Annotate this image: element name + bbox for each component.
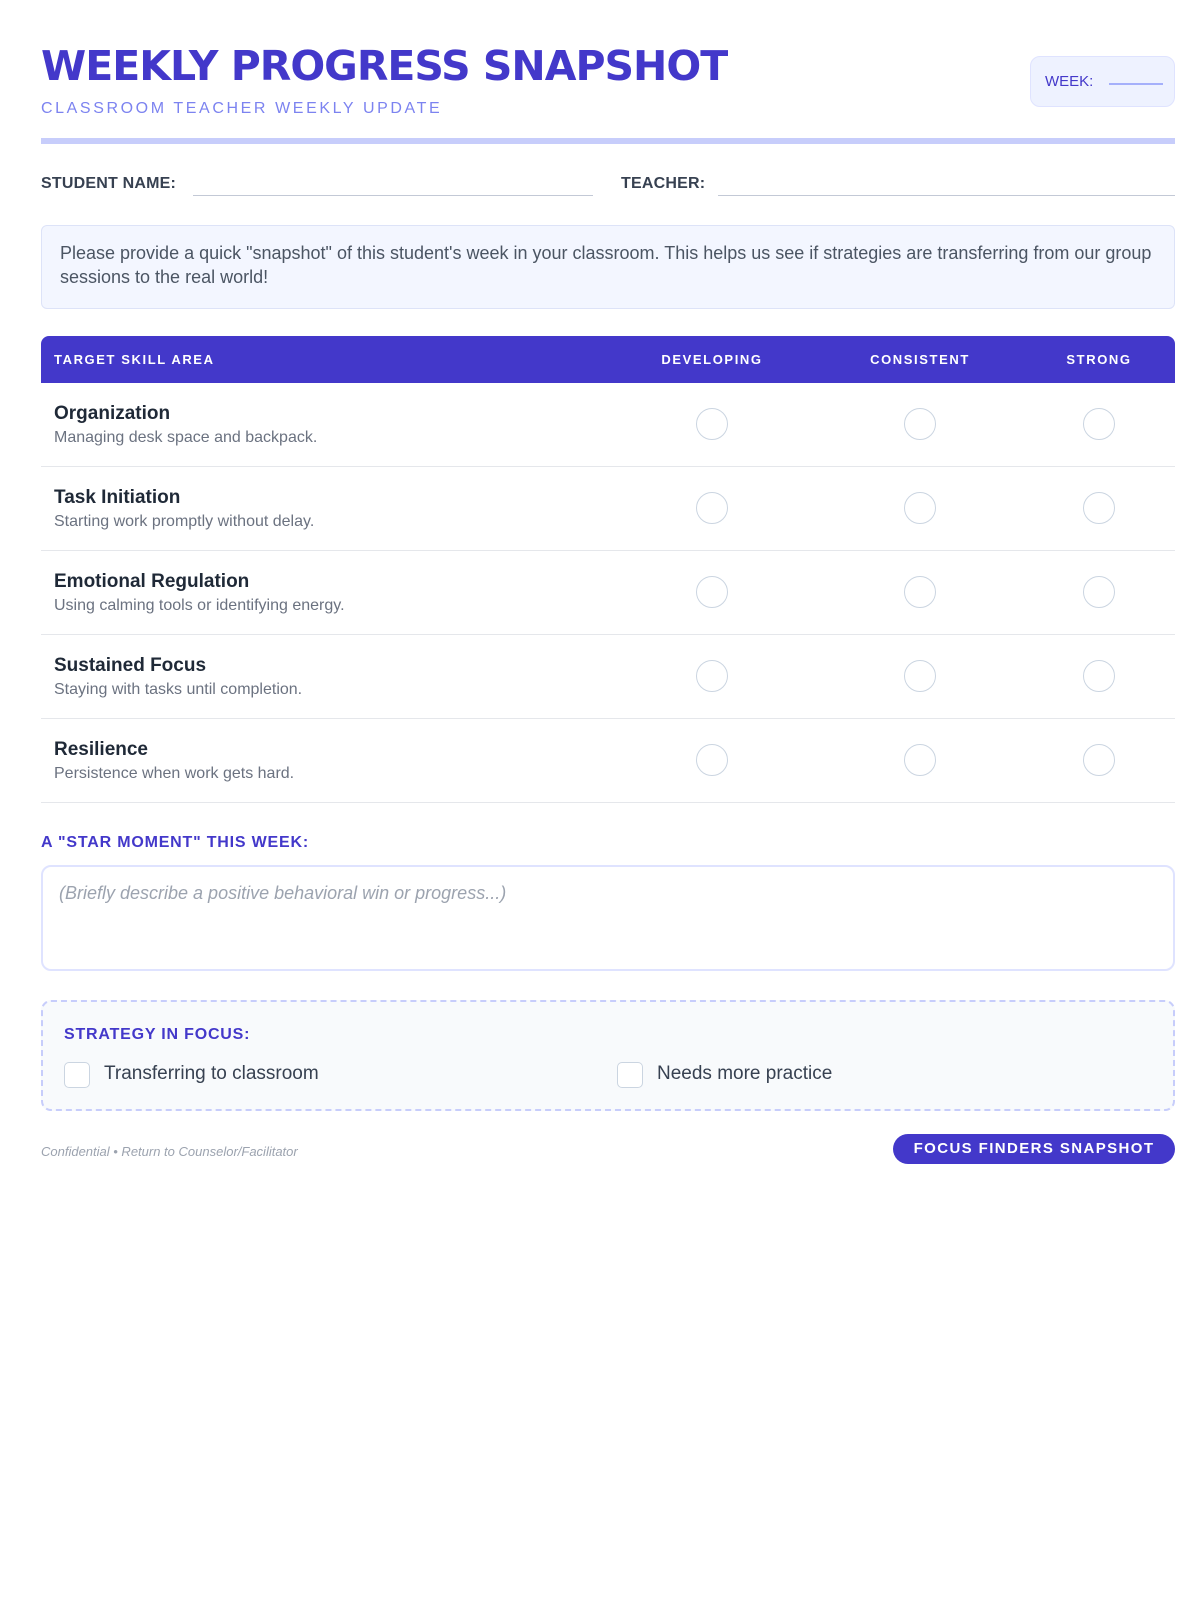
skill-name: Organization [54, 403, 171, 424]
week-input-line[interactable] [1109, 83, 1163, 85]
radio-consistent[interactable] [904, 660, 936, 692]
student-name-field[interactable] [193, 195, 593, 196]
radio-strong[interactable] [1083, 660, 1115, 692]
skill-description: Using calming tools or identifying energy. [54, 597, 345, 614]
radio-consistent[interactable] [904, 744, 936, 776]
radio-strong[interactable] [1083, 408, 1115, 440]
radio-strong[interactable] [1083, 492, 1115, 524]
skill-description: Starting work promptly without delay. [54, 513, 315, 530]
skill-name: Emotional Regulation [54, 571, 250, 592]
star-moment-placeholder: (Briefly describe a positive behavioral win or progress...) [59, 883, 507, 903]
student-name-label: STUDENT NAME: [41, 175, 177, 192]
star-moment-label: A "STAR MOMENT" THIS WEEK: [41, 834, 309, 851]
page-title: WEEKLY PROGRESS SNAPSHOT [41, 42, 728, 90]
week-label: WEEK: [1045, 73, 1094, 90]
option-needs-practice-label: Needs more practice [657, 1063, 833, 1084]
strategy-section [41, 1000, 1175, 1111]
table-row [41, 467, 1175, 551]
table-row [41, 383, 1175, 467]
skill-description: Staying with tasks until completion. [54, 681, 303, 698]
radio-developing[interactable] [696, 492, 728, 524]
confidential-note: Confidential • Return to Counselor/Facilitator [41, 1144, 298, 1159]
teacher-label: TEACHER: [621, 175, 706, 192]
page-subtitle: CLASSROOM TEACHER WEEKLY UPDATE [41, 100, 443, 117]
skill-name: Resilience [54, 739, 148, 760]
option-transferring-label: Transferring to classroom [104, 1063, 319, 1084]
skill-table [41, 336, 1175, 803]
instructions: Please provide a quick "snapshot" of this student's week in your classroom. This helps us see if strategies are transferring from our group sessions to the real world! [41, 225, 1175, 309]
radio-consistent[interactable] [904, 408, 936, 440]
radio-developing[interactable] [696, 408, 728, 440]
radio-strong[interactable] [1083, 576, 1115, 608]
table-row [41, 635, 1175, 719]
radio-developing[interactable] [696, 576, 728, 608]
radio-consistent[interactable] [904, 492, 936, 524]
table-row [41, 551, 1175, 635]
radio-developing[interactable] [696, 660, 728, 692]
skill-name: Sustained Focus [54, 655, 207, 676]
checkbox-needs-practice[interactable] [617, 1062, 643, 1088]
week-field[interactable] [1030, 56, 1175, 107]
checkbox-transferring[interactable] [64, 1062, 90, 1088]
skill-name: Task Initiation [54, 487, 181, 508]
skill-description: Persistence when work gets hard. [54, 765, 295, 782]
header-skill-area: TARGET SKILL AREA [54, 352, 215, 367]
star-moment-textarea[interactable] [41, 865, 1175, 971]
teacher-field[interactable] [718, 195, 1175, 196]
table-header [41, 336, 1175, 383]
header-consistent: CONSISTENT [870, 352, 970, 367]
radio-developing[interactable] [696, 744, 728, 776]
header [41, 40, 1175, 144]
brand-badge: FOCUS FINDERS SNAPSHOT [893, 1134, 1175, 1164]
header-developing: DEVELOPING [661, 352, 763, 367]
skill-description: Managing desk space and backpack. [54, 429, 318, 446]
radio-strong[interactable] [1083, 744, 1115, 776]
table-row [41, 719, 1175, 803]
header-strong: STRONG [1066, 352, 1132, 367]
radio-consistent[interactable] [904, 576, 936, 608]
strategy-label: STRATEGY IN FOCUS: [64, 1026, 251, 1043]
